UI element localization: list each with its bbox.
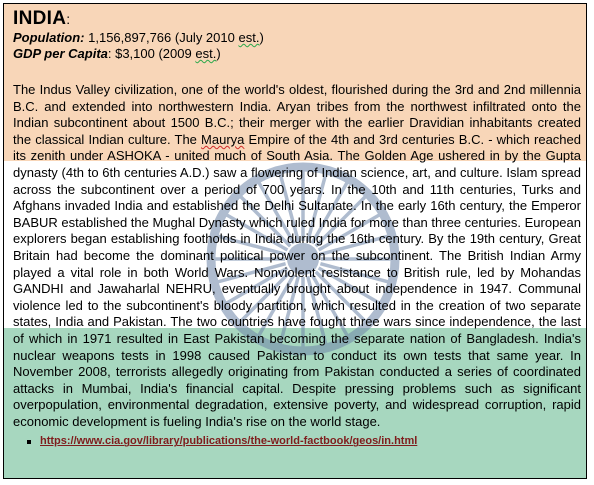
population-line: Population: 1,156,897,766 (July 2010 est.) [13, 30, 264, 45]
cia-factbook-link[interactable]: https://www.cia.gov/library/publications/the-world-factbook/geos/in.html [40, 435, 418, 448]
country-title: INDIA: [13, 8, 71, 29]
gdp-est: est. [195, 46, 217, 61]
gdp-value: : $3,100 (2009 [107, 46, 192, 61]
population-label: Population: [13, 30, 85, 45]
bullet-icon [27, 440, 31, 444]
history-paragraph: The Indus Valley civilization, one of the world's oldest, flourished during the 3rd and 2nd millennia B.C. and extended into northwestern India. Aryan tribes from the northwest infiltrated onto the Indian subcontinent about 1500 B.C.; their merger with the earlier Dravidian inhabitants created the classical Indian culture. The Maurya Empire of the 4th and 3rd centuries B.C. - which reached its zenith under ASHOKA - united much of South Asia. The Golden Age ushered in by the Gupta dynasty (4th to 6th centuries A.D.) saw a flowering of Indian science, art, and culture. Islam spread across the subcontinent over a period of 700 years. In the 10th and 11th centuries, Turks and Afghans invaded India and established the Delhi Sultanate. In the early 16th century, the Emperor BABUR established the Mughal Dynasty which ruled India for more than three centuries. European explorers began establishing footholds in India during the 16th century. By the 19th century, Great Britain had become the dominant political power on the subcontinent. The British Indian Army played a vital role in both World Wars. Nonviolent resistance to British rule, led by Mohandas GANDHI and Jawaharlal NEHRU, eventually brought about independence in 1947. Communal violence led to the subcontinent's bloody partition, which resulted in the creation of two separate states, India and Pakistan. The two countries have fought three wars since independence, the last of which in 1971 resulted in East Pakistan becoming the separate nation of Bangladesh. India's nuclear weapons tests in 1998 caused Pakistan to conduct its own tests that same year. In November 2008, terrorists allegedly originating from Pakistan conducted a series of coordinated attacks in Mumbai, India's financial capital. Despite pressing problems such as significant overpopulation, environmental degradation, extensive poverty, and widespread corruption, rapid economic development is fueling India's rise on the world stage. [13, 82, 581, 429]
population-est: est. [238, 30, 260, 45]
gdp-label: GDP per Capita [13, 46, 108, 61]
source-list-item [27, 434, 581, 448]
gdp-line: GDP per Capita: $3,100 (2009 est.) [13, 46, 221, 61]
population-value: 1,156,897,766 (July 2010 [88, 30, 235, 45]
maurya-word: Maurya [201, 131, 245, 147]
country-card [3, 3, 587, 479]
content [13, 8, 581, 448]
